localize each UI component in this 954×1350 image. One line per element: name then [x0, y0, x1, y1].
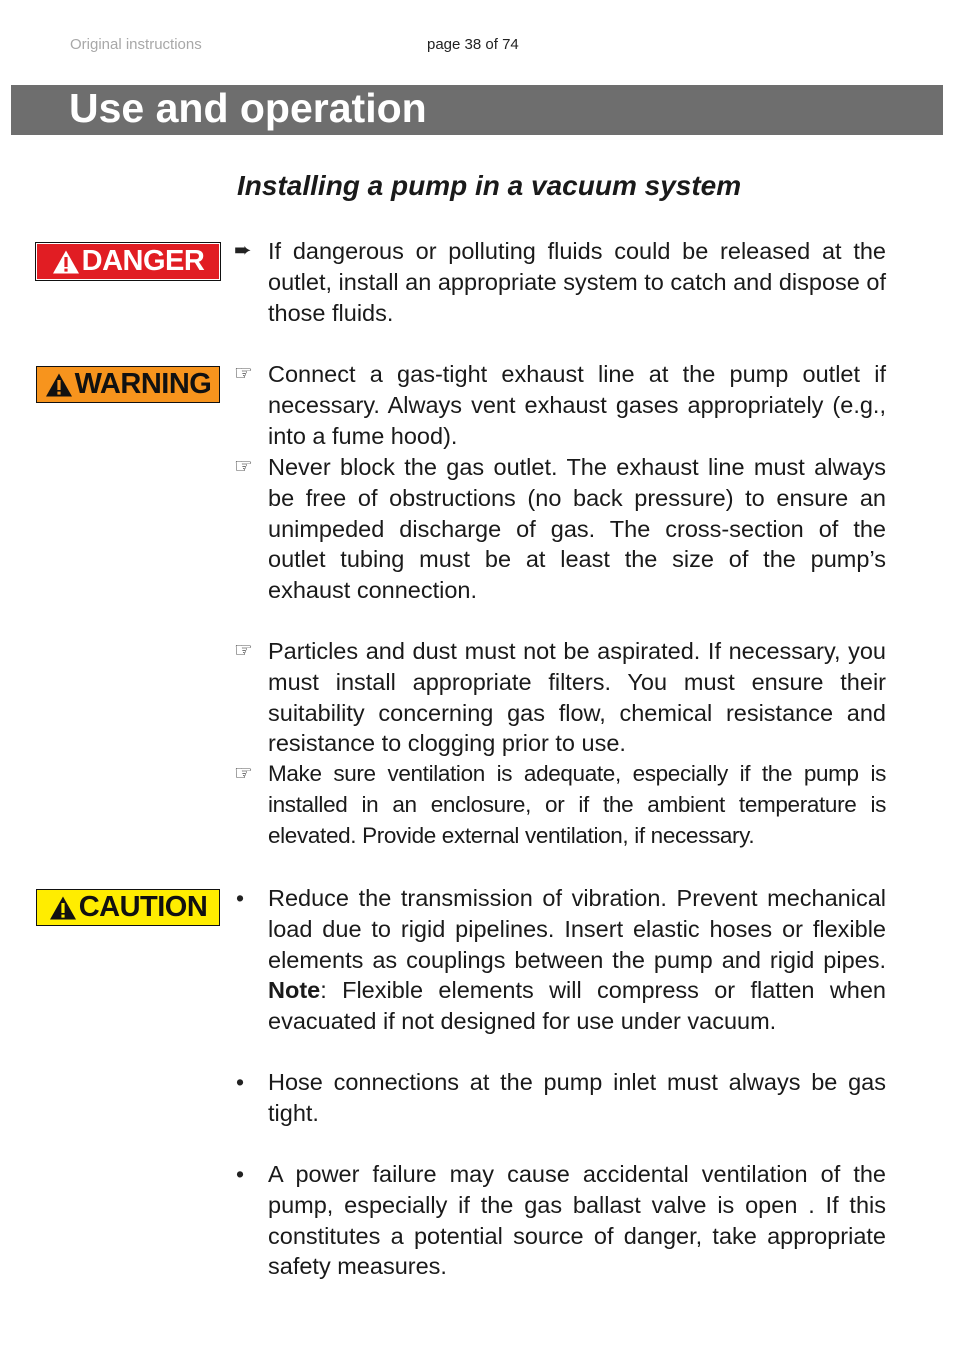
list-item-text: Never block the gas outlet. The exhaust line must always be free of obstructions (no back pressure) to ensure an unimpeded discharge of gas. The cross-section of the outlet tubing must be at least the size of the pump’s exhaust connection. [268, 454, 886, 604]
pointing-hand-icon: ☞ [234, 362, 253, 385]
list-item [234, 1159, 886, 1282]
pointing-hand-icon: ☞ [234, 762, 253, 785]
page-number: page 38 of 74 [427, 36, 519, 53]
document-header-label: Original instructions [70, 36, 202, 53]
list-item-text: Hose connections at the pump inlet must always be gas tight. [268, 1069, 886, 1126]
list-item-text-part: : Flexible elements will compress or flatten when evacuated if not designed for use under vacuum. [268, 977, 886, 1035]
list-item-text: Particles and dust must not be aspirated. If necessary, you must install appropriate filters. You must ensure their suitability concerning gas flow, chemical resistance and resistance to clogging prior to use. [268, 638, 886, 757]
caution-badge [36, 889, 220, 926]
list-item-text-part: Reduce the transmission of vibration. Prevent mechanical load due to rigid pipelines. Insert elastic hoses or flexible elements as couplings between the pump and rigid pipes. [268, 885, 886, 973]
bullet-icon: • [236, 885, 245, 911]
pointing-hand-icon: ☞ [234, 639, 253, 662]
section-title: Installing a pump in a vacuum system [237, 170, 742, 201]
warning-triangle-icon [45, 372, 73, 398]
danger-badge-label: DANGER [81, 245, 205, 277]
list-item-text [268, 883, 886, 1037]
warning-triangle-icon [52, 249, 80, 275]
warning-triangle-icon [49, 895, 77, 921]
note-label: Note [268, 977, 321, 1004]
list-item [234, 359, 886, 451]
bullet-icon: • [236, 1161, 245, 1187]
danger-badge [36, 243, 220, 280]
list-item [234, 236, 886, 328]
warning-badge-label: WARNING [74, 368, 212, 400]
list-item-text: Make sure ventilation is adequate, especially if the pump is installed in an enclosure, or if the ambient temperature is elevated. Provide external ventilation, if necessary. [268, 761, 886, 848]
page-title: Use and operation [69, 85, 427, 131]
list-item [234, 452, 886, 606]
list-item-text: If dangerous or polluting fluids could be released at the outlet, install an appropriate system to catch and dispose of those fluids. [268, 238, 886, 326]
list-item [234, 883, 886, 1037]
list-item-text: Connect a gas-tight exhaust line at the pump outlet if necessary. Always vent exhaust gases appropriately (e.g., into a fume hood). [268, 361, 886, 449]
list-item [234, 759, 886, 851]
pointing-hand-icon: ☞ [234, 455, 253, 478]
bullet-icon: • [236, 1069, 245, 1095]
caution-badge-label: CAUTION [78, 891, 208, 923]
list-item [234, 636, 886, 759]
list-item-text: A power failure may cause accidental ventilation of the pump, especially if the gas ballast valve is open . If this constitutes a potential source of danger, take appropriate safety measures. [268, 1161, 886, 1280]
arrow-icon: ➨ [234, 239, 252, 262]
title-bar [11, 85, 943, 135]
warning-badge [36, 366, 220, 403]
list-item [234, 1067, 886, 1129]
